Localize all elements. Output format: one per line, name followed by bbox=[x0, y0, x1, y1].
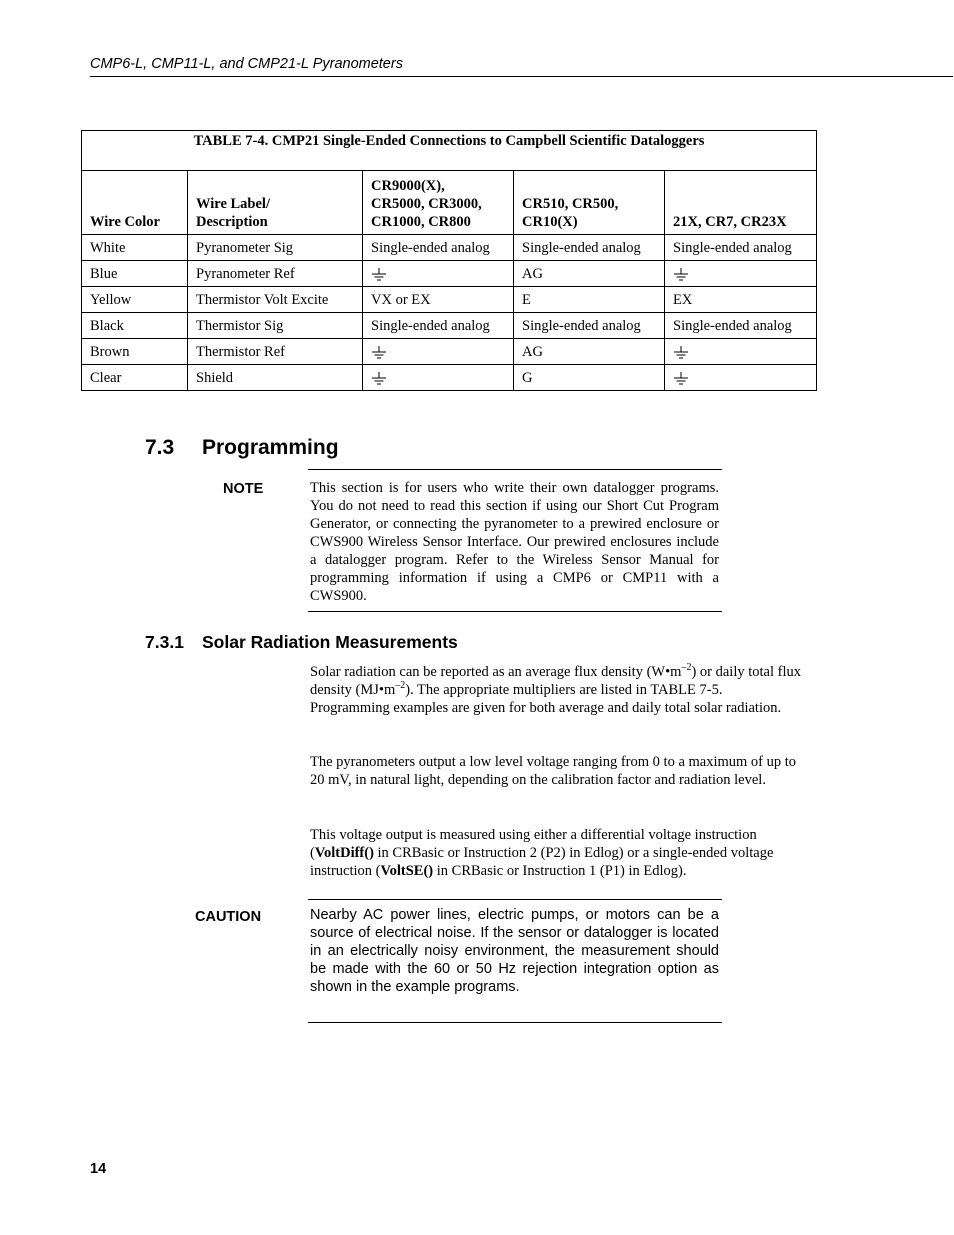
ground-icon bbox=[673, 344, 689, 360]
table-cell: White bbox=[82, 235, 188, 261]
ground-icon bbox=[371, 344, 387, 360]
caution-label: CAUTION bbox=[195, 909, 262, 925]
table-cell: Yellow bbox=[82, 287, 188, 313]
ground-icon-cell bbox=[665, 339, 817, 365]
table-caption: TABLE 7-4. CMP21 Single-Ended Connections to Campbell Scientific Dataloggers bbox=[82, 131, 817, 171]
table-cell: Shield bbox=[188, 365, 363, 391]
table-cell: Single-ended analog bbox=[665, 235, 817, 261]
column-header: CR510, CR500, CR10(X) bbox=[514, 171, 665, 235]
table-cell: E bbox=[514, 287, 665, 313]
ground-icon-cell bbox=[363, 261, 514, 287]
table-cell: Pyranometer Ref bbox=[188, 261, 363, 287]
table-cell: Thermistor Sig bbox=[188, 313, 363, 339]
connections-table bbox=[81, 130, 817, 391]
table-row bbox=[82, 261, 817, 287]
note-bottom-rule bbox=[308, 611, 722, 612]
table-cell: AG bbox=[514, 261, 665, 287]
table-header-row bbox=[82, 171, 817, 235]
section-number: 7.3 bbox=[145, 436, 175, 459]
table-row bbox=[82, 365, 817, 391]
table-body bbox=[82, 235, 817, 391]
column-header: Wire Color bbox=[82, 171, 188, 235]
table-row bbox=[82, 235, 817, 261]
table-cell: Single-ended analog bbox=[514, 313, 665, 339]
subsection-heading bbox=[145, 632, 458, 653]
ground-icon-cell bbox=[665, 261, 817, 287]
ground-icon bbox=[371, 266, 387, 282]
ground-icon bbox=[673, 370, 689, 386]
table-cell: Single-ended analog bbox=[363, 313, 514, 339]
table-cell: EX bbox=[665, 287, 817, 313]
caution-bottom-rule bbox=[308, 1022, 722, 1023]
table-cell: Black bbox=[82, 313, 188, 339]
table-row bbox=[82, 339, 817, 365]
column-header: 21X, CR7, CR23X bbox=[665, 171, 817, 235]
table-cell: Clear bbox=[82, 365, 188, 391]
table-cell: Single-ended analog bbox=[514, 235, 665, 261]
table-cell: Single-ended analog bbox=[665, 313, 817, 339]
ground-icon bbox=[673, 266, 689, 282]
subsection-title: Solar Radiation Measurements bbox=[202, 632, 458, 652]
section-heading bbox=[145, 436, 339, 460]
table-cell: Brown bbox=[82, 339, 188, 365]
table-cell: Single-ended analog bbox=[363, 235, 514, 261]
paragraph-output-voltage: The pyranometers output a low level voltage ranging from 0 to a maximum of up to 20 mV, in natural light, depending on the calibration factor and radiation level. bbox=[310, 754, 797, 788]
caution-top-rule bbox=[308, 899, 722, 900]
page-number: 14 bbox=[90, 1161, 107, 1177]
ground-icon-cell bbox=[665, 365, 817, 391]
caution-text: Nearby AC power lines, electric pumps, or motors can be a source of electrical noise. If the sensor or datalogger is located in an electrically noisy environment, the measurement should be made with the 60 or 50 Hz rejection integration option as shown in the example programs. bbox=[310, 907, 719, 995]
ground-icon bbox=[371, 370, 387, 386]
table-cell: Blue bbox=[82, 261, 188, 287]
note-label: NOTE bbox=[223, 481, 264, 497]
column-header: CR9000(X), CR5000, CR3000, CR1000, CR800 bbox=[363, 171, 514, 235]
table-cell: Thermistor Ref bbox=[188, 339, 363, 365]
column-header: Wire Label/ Description bbox=[188, 171, 363, 235]
paragraph-instructions: This voltage output is measured using either a differential voltage instruction (VoltDiff() in CRBasic or Instruction 2 (P2) in Edlog) or a single-ended voltage instruction (VoltSE() in CRBasic or Instruction 1 (P1) in Edlog). bbox=[310, 827, 774, 879]
subsection-number: 7.3.1 bbox=[145, 632, 184, 652]
table-cell: Thermistor Volt Excite bbox=[188, 287, 363, 313]
ground-icon-cell bbox=[363, 339, 514, 365]
running-header-title: CMP6-L, CMP11-L, and CMP21-L Pyranometers bbox=[90, 56, 403, 72]
note-top-rule bbox=[308, 469, 722, 470]
note-text: This section is for users who write their own datalogger programs. You do not need to read this section if using our Short Cut Program Generator, or connecting the pyranometer to a prewired enclosure or CWS900 Wireless Sensor Interface. Our prewired enclosures include a datalogger program. Refer to the Wireless Sensor Manual for programming information if using a CMP6 or CMP11 with a CWS900. bbox=[310, 480, 719, 604]
paragraph-flux-density: Solar radiation can be reported as an average flux density $(W•m^{-2})$ or daily total flux density $(MJ•m^{-2})$. The appropriate multipliers are listed in TABLE 7-5. Programming examples are given for both average and daily total solar radiation. bbox=[310, 662, 801, 716]
running-header bbox=[90, 56, 953, 77]
table-row bbox=[82, 287, 817, 313]
table-cell: VX or EX bbox=[363, 287, 514, 313]
connections-table-wrap bbox=[81, 130, 817, 391]
section-title: Programming bbox=[202, 436, 339, 459]
table-cell: Pyranometer Sig bbox=[188, 235, 363, 261]
table-row bbox=[82, 313, 817, 339]
table-cell: G bbox=[514, 365, 665, 391]
ground-icon-cell bbox=[363, 365, 514, 391]
table-cell: AG bbox=[514, 339, 665, 365]
